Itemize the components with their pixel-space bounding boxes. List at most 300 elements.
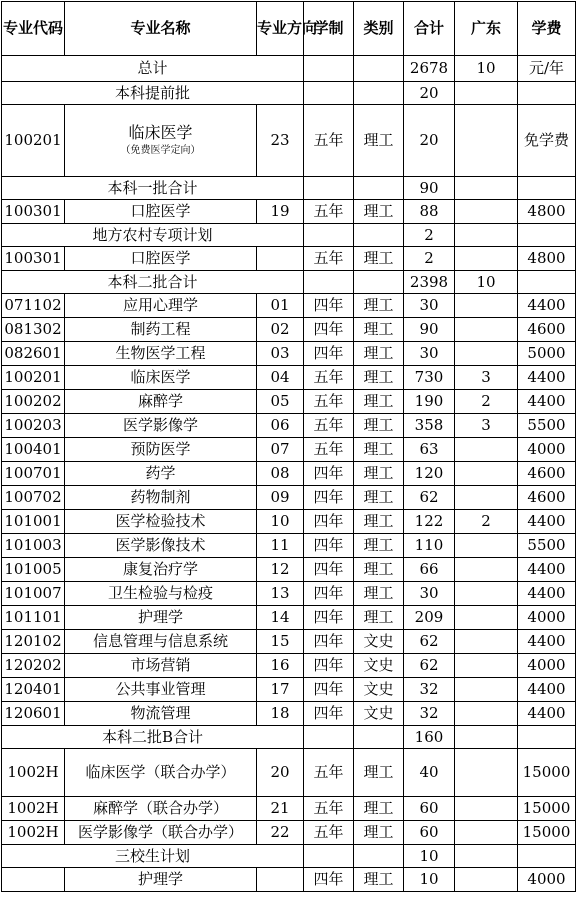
- code-cell: 101005: [2, 558, 65, 582]
- name-cell: [65, 654, 257, 678]
- direction-cell: 14: [257, 606, 304, 630]
- tuition-cell: 15000: [518, 749, 576, 797]
- duration-cell: 五年: [304, 797, 354, 821]
- header-tuition: 学费: [518, 2, 576, 56]
- program-name: 麻醉学: [137, 392, 183, 410]
- section-row: [2, 271, 576, 294]
- duration-cell: [304, 271, 354, 294]
- duration-cell: 五年: [304, 200, 354, 224]
- duration-cell: [304, 177, 354, 200]
- name-cell: [65, 797, 257, 821]
- total-cell: 30: [404, 342, 455, 366]
- name-cell: [65, 606, 257, 630]
- tuition-cell: 4600: [518, 462, 576, 486]
- section-label: 本科提前批: [2, 82, 304, 105]
- name-cell: [65, 200, 257, 224]
- category-cell: 理工: [354, 821, 404, 845]
- guangdong-cell: [455, 845, 518, 868]
- table-row: [2, 821, 576, 845]
- name-cell: [65, 534, 257, 558]
- guangdong-cell: [455, 821, 518, 845]
- tuition-cell: 5500: [518, 534, 576, 558]
- duration-cell: 四年: [304, 318, 354, 342]
- program-name: 制药工程: [130, 320, 191, 338]
- program-note: （免费医学定向）: [120, 145, 201, 156]
- table-row: [2, 105, 576, 177]
- total-cell: 32: [404, 702, 455, 726]
- table-row: [2, 702, 576, 726]
- total-cell: 66: [404, 558, 455, 582]
- direction-cell: 18: [257, 702, 304, 726]
- name-cell: [65, 821, 257, 845]
- guangdong-cell: 10: [455, 56, 518, 82]
- code-cell: 101001: [2, 510, 65, 534]
- code-cell: 120401: [2, 678, 65, 702]
- code-cell: 101003: [2, 534, 65, 558]
- category-cell: 理工: [354, 797, 404, 821]
- table-row: [2, 247, 576, 271]
- total-cell: 63: [404, 438, 455, 462]
- total-cell: 20: [404, 82, 455, 105]
- tuition-cell: 4400: [518, 702, 576, 726]
- tuition-cell: [518, 82, 576, 105]
- guangdong-cell: [455, 558, 518, 582]
- program-name: 医学影像学: [122, 416, 198, 434]
- guangdong-cell: [455, 224, 518, 247]
- program-name: 生物医学工程: [115, 344, 206, 362]
- program-name: 护理学: [137, 608, 183, 626]
- total-cell: 190: [404, 390, 455, 414]
- program-name: 卫生检验与检疫: [107, 584, 213, 602]
- table-row: [2, 654, 576, 678]
- program-name: 医学检验技术: [115, 512, 206, 530]
- header-row: [2, 2, 576, 56]
- total-cell: 90: [404, 318, 455, 342]
- guangdong-cell: [455, 105, 518, 177]
- duration-cell: 四年: [304, 486, 354, 510]
- duration-cell: [304, 726, 354, 749]
- program-name: 麻醉学（联合办学）: [92, 799, 228, 817]
- header-duration: 学制: [304, 2, 354, 56]
- program-name: 护理学: [137, 870, 183, 888]
- code-cell: 082601: [2, 342, 65, 366]
- direction-cell: 06: [257, 414, 304, 438]
- name-cell: [65, 868, 257, 892]
- total-cell: 30: [404, 582, 455, 606]
- duration-cell: 五年: [304, 105, 354, 177]
- program-name: 医学影像学（联合办学）: [77, 823, 243, 841]
- table-row: [2, 606, 576, 630]
- direction-cell: 22: [257, 821, 304, 845]
- name-cell: [65, 247, 257, 271]
- name-cell: [65, 582, 257, 606]
- total-cell: 2: [404, 247, 455, 271]
- header-name: 专业名称: [65, 2, 257, 56]
- duration-cell: 四年: [304, 534, 354, 558]
- direction-cell: 02: [257, 318, 304, 342]
- total-cell: 20: [404, 105, 455, 177]
- header-direction: 专业方向: [257, 2, 304, 56]
- program-name: 信息管理与信息系统: [92, 632, 228, 650]
- tuition-cell: 4400: [518, 678, 576, 702]
- table-row: [2, 294, 576, 318]
- duration-cell: 四年: [304, 558, 354, 582]
- code-cell: 1002H: [2, 749, 65, 797]
- program-name: 康复治疗学: [122, 560, 198, 578]
- duration-cell: [304, 82, 354, 105]
- program-name: 口腔医学: [130, 249, 191, 267]
- program-name: 临床医学: [130, 368, 191, 386]
- tuition-cell: 4400: [518, 510, 576, 534]
- name-cell: [65, 678, 257, 702]
- direction-cell: 07: [257, 438, 304, 462]
- guangdong-cell: 10: [455, 271, 518, 294]
- total-cell: 2678: [404, 56, 455, 82]
- category-cell: 理工: [354, 438, 404, 462]
- section-label: 本科二批B合计: [2, 726, 304, 749]
- direction-cell: 17: [257, 678, 304, 702]
- tuition-cell: 4600: [518, 318, 576, 342]
- total-cell: 2398: [404, 271, 455, 294]
- name-cell: [65, 438, 257, 462]
- guangdong-cell: [455, 294, 518, 318]
- category-cell: [354, 177, 404, 200]
- direction-cell: 03: [257, 342, 304, 366]
- direction-cell: 11: [257, 534, 304, 558]
- program-name: 临床医学（联合办学）: [85, 763, 236, 781]
- table-row: [2, 342, 576, 366]
- name-cell: [65, 342, 257, 366]
- tuition-cell: 4400: [518, 582, 576, 606]
- guangdong-cell: 2: [455, 390, 518, 414]
- guangdong-cell: 2: [455, 510, 518, 534]
- table-row: [2, 414, 576, 438]
- code-cell: 120102: [2, 630, 65, 654]
- total-cell: 209: [404, 606, 455, 630]
- summary-row: [2, 56, 576, 82]
- duration-cell: 五年: [304, 390, 354, 414]
- code-cell: 100301: [2, 200, 65, 224]
- summary-label: 总计: [2, 56, 304, 82]
- program-name: 药学: [145, 464, 176, 482]
- total-cell: 2: [404, 224, 455, 247]
- table-row: [2, 510, 576, 534]
- tuition-cell: 5500: [518, 414, 576, 438]
- duration-cell: 四年: [304, 294, 354, 318]
- code-cell: 100201: [2, 105, 65, 177]
- duration-cell: 四年: [304, 510, 354, 534]
- enrollment-plan-table: [1, 1, 576, 892]
- total-cell: 40: [404, 749, 455, 797]
- direction-cell: 20: [257, 749, 304, 797]
- name-cell: [65, 294, 257, 318]
- total-cell: 110: [404, 534, 455, 558]
- table-row: [2, 318, 576, 342]
- name-cell: [65, 462, 257, 486]
- program-name: 药物制剂: [130, 488, 191, 506]
- table-row: [2, 366, 576, 390]
- tuition-cell: [518, 177, 576, 200]
- direction-cell: 21: [257, 797, 304, 821]
- direction-cell: 19: [257, 200, 304, 224]
- category-cell: 理工: [354, 414, 404, 438]
- category-cell: 理工: [354, 390, 404, 414]
- program-name: 临床医学: [128, 123, 193, 142]
- category-cell: [354, 726, 404, 749]
- total-cell: 60: [404, 821, 455, 845]
- total-cell: 122: [404, 510, 455, 534]
- total-cell: 120: [404, 462, 455, 486]
- table-row: [2, 390, 576, 414]
- name-cell: [65, 318, 257, 342]
- guangdong-cell: [455, 582, 518, 606]
- category-cell: 理工: [354, 105, 404, 177]
- tuition-cell: 4000: [518, 606, 576, 630]
- guangdong-cell: [455, 462, 518, 486]
- total-cell: 90: [404, 177, 455, 200]
- code-cell: 1002H: [2, 821, 65, 845]
- name-cell: [65, 510, 257, 534]
- total-cell: 62: [404, 654, 455, 678]
- name-cell: [65, 558, 257, 582]
- guangdong-cell: [455, 702, 518, 726]
- table-row: [2, 797, 576, 821]
- category-cell: 文史: [354, 654, 404, 678]
- direction-cell: 09: [257, 486, 304, 510]
- tuition-cell: 4600: [518, 486, 576, 510]
- duration-cell: 四年: [304, 654, 354, 678]
- tuition-cell: 4400: [518, 390, 576, 414]
- program-name: 口腔医学: [130, 202, 191, 220]
- direction-cell: 13: [257, 582, 304, 606]
- category-cell: [354, 845, 404, 868]
- header-code: 专业代码: [2, 2, 65, 56]
- code-cell: 100401: [2, 438, 65, 462]
- category-cell: 理工: [354, 510, 404, 534]
- category-cell: [354, 224, 404, 247]
- guangdong-cell: [455, 486, 518, 510]
- code-cell: 120601: [2, 702, 65, 726]
- table-row: [2, 868, 576, 892]
- direction-cell: 05: [257, 390, 304, 414]
- program-name: 物流管理: [130, 704, 191, 722]
- duration-cell: 四年: [304, 462, 354, 486]
- tuition-cell: 4400: [518, 366, 576, 390]
- table-body: [2, 56, 576, 892]
- guangdong-cell: [455, 654, 518, 678]
- total-cell: 358: [404, 414, 455, 438]
- duration-cell: 四年: [304, 868, 354, 892]
- tuition-cell: 4000: [518, 868, 576, 892]
- program-name: 应用心理学: [122, 296, 198, 314]
- total-cell: 32: [404, 678, 455, 702]
- tuition-cell: 4400: [518, 630, 576, 654]
- code-cell: 071102: [2, 294, 65, 318]
- code-cell: 100203: [2, 414, 65, 438]
- guangdong-cell: [455, 749, 518, 797]
- program-name: 医学影像技术: [115, 536, 206, 554]
- guangdong-cell: [455, 606, 518, 630]
- tuition-cell: [518, 271, 576, 294]
- guangdong-cell: [455, 200, 518, 224]
- code-cell: 120202: [2, 654, 65, 678]
- category-cell: 理工: [354, 318, 404, 342]
- category-cell: 文史: [354, 678, 404, 702]
- code-cell: 100702: [2, 486, 65, 510]
- code-cell: [2, 868, 65, 892]
- duration-cell: 五年: [304, 821, 354, 845]
- duration-cell: 四年: [304, 630, 354, 654]
- guangdong-cell: [455, 726, 518, 749]
- category-cell: 理工: [354, 558, 404, 582]
- duration-cell: [304, 56, 354, 82]
- tuition-cell: [518, 845, 576, 868]
- category-cell: 理工: [354, 749, 404, 797]
- direction-cell: 04: [257, 366, 304, 390]
- section-label: 本科一批合计: [2, 177, 304, 200]
- tuition-cell: 15000: [518, 821, 576, 845]
- category-cell: 理工: [354, 486, 404, 510]
- table-row: [2, 534, 576, 558]
- category-cell: 文史: [354, 702, 404, 726]
- category-cell: 理工: [354, 247, 404, 271]
- duration-cell: 五年: [304, 414, 354, 438]
- direction-cell: 23: [257, 105, 304, 177]
- section-label: 本科二批合计: [2, 271, 304, 294]
- duration-cell: 五年: [304, 749, 354, 797]
- total-cell: 88: [404, 200, 455, 224]
- code-cell: 081302: [2, 318, 65, 342]
- category-cell: 理工: [354, 462, 404, 486]
- guangdong-cell: [455, 630, 518, 654]
- duration-cell: 四年: [304, 342, 354, 366]
- code-cell: 101007: [2, 582, 65, 606]
- section-label: 地方农村专项计划: [2, 224, 304, 247]
- direction-cell: [257, 247, 304, 271]
- table-row: [2, 749, 576, 797]
- name-cell: [65, 366, 257, 390]
- duration-cell: 四年: [304, 582, 354, 606]
- section-row: [2, 726, 576, 749]
- guangdong-cell: [455, 868, 518, 892]
- duration-cell: [304, 224, 354, 247]
- name-cell: [65, 414, 257, 438]
- direction-cell: [257, 868, 304, 892]
- tuition-cell: 元/年: [518, 56, 576, 82]
- tuition-cell: 15000: [518, 797, 576, 821]
- duration-cell: 四年: [304, 702, 354, 726]
- tuition-cell: 4000: [518, 654, 576, 678]
- category-cell: 理工: [354, 534, 404, 558]
- tuition-cell: 4000: [518, 438, 576, 462]
- header-category: 类别: [354, 2, 404, 56]
- category-cell: 理工: [354, 342, 404, 366]
- name-cell: [65, 749, 257, 797]
- category-cell: 理工: [354, 294, 404, 318]
- total-cell: 160: [404, 726, 455, 749]
- guangdong-cell: [455, 438, 518, 462]
- category-cell: [354, 56, 404, 82]
- name-cell: [65, 630, 257, 654]
- total-cell: 30: [404, 294, 455, 318]
- header-guangdong: 广东: [455, 2, 518, 56]
- code-cell: 100201: [2, 366, 65, 390]
- name-cell: [65, 486, 257, 510]
- total-cell: 60: [404, 797, 455, 821]
- program-name: 公共事业管理: [115, 680, 206, 698]
- code-cell: 1002H: [2, 797, 65, 821]
- tuition-cell: 4400: [518, 558, 576, 582]
- guangdong-cell: [455, 342, 518, 366]
- duration-cell: 四年: [304, 606, 354, 630]
- direction-cell: 16: [257, 654, 304, 678]
- tuition-cell: 4800: [518, 247, 576, 271]
- program-name: 预防医学: [130, 440, 191, 458]
- section-row: [2, 82, 576, 105]
- total-cell: 730: [404, 366, 455, 390]
- code-cell: 101101: [2, 606, 65, 630]
- section-row: [2, 224, 576, 247]
- name-cell: [65, 105, 257, 177]
- tuition-cell: [518, 726, 576, 749]
- direction-cell: 01: [257, 294, 304, 318]
- name-cell: [65, 702, 257, 726]
- tuition-cell: [518, 224, 576, 247]
- header-total: 合计: [404, 2, 455, 56]
- table-row: [2, 558, 576, 582]
- guangdong-cell: [455, 318, 518, 342]
- guangdong-cell: [455, 534, 518, 558]
- section-row: [2, 845, 576, 868]
- category-cell: 理工: [354, 366, 404, 390]
- category-cell: 理工: [354, 606, 404, 630]
- direction-cell: 10: [257, 510, 304, 534]
- section-row: [2, 177, 576, 200]
- duration-cell: 五年: [304, 247, 354, 271]
- duration-cell: [304, 845, 354, 868]
- tuition-cell: 5000: [518, 342, 576, 366]
- code-cell: 100701: [2, 462, 65, 486]
- tuition-cell: 免学费: [518, 105, 576, 177]
- category-cell: 文史: [354, 630, 404, 654]
- duration-cell: 四年: [304, 678, 354, 702]
- tuition-cell: 4800: [518, 200, 576, 224]
- category-cell: 理工: [354, 868, 404, 892]
- category-cell: [354, 82, 404, 105]
- total-cell: 10: [404, 845, 455, 868]
- guangdong-cell: 3: [455, 414, 518, 438]
- code-cell: 100202: [2, 390, 65, 414]
- total-cell: 62: [404, 486, 455, 510]
- code-cell: 100301: [2, 247, 65, 271]
- guangdong-cell: 3: [455, 366, 518, 390]
- table-row: [2, 486, 576, 510]
- guangdong-cell: [455, 82, 518, 105]
- total-cell: 62: [404, 630, 455, 654]
- duration-cell: 五年: [304, 366, 354, 390]
- direction-cell: 12: [257, 558, 304, 582]
- table-row: [2, 462, 576, 486]
- guangdong-cell: [455, 247, 518, 271]
- category-cell: 理工: [354, 200, 404, 224]
- table-row: [2, 582, 576, 606]
- table-row: [2, 200, 576, 224]
- guangdong-cell: [455, 797, 518, 821]
- guangdong-cell: [455, 678, 518, 702]
- duration-cell: 五年: [304, 438, 354, 462]
- name-cell: [65, 390, 257, 414]
- category-cell: 理工: [354, 582, 404, 606]
